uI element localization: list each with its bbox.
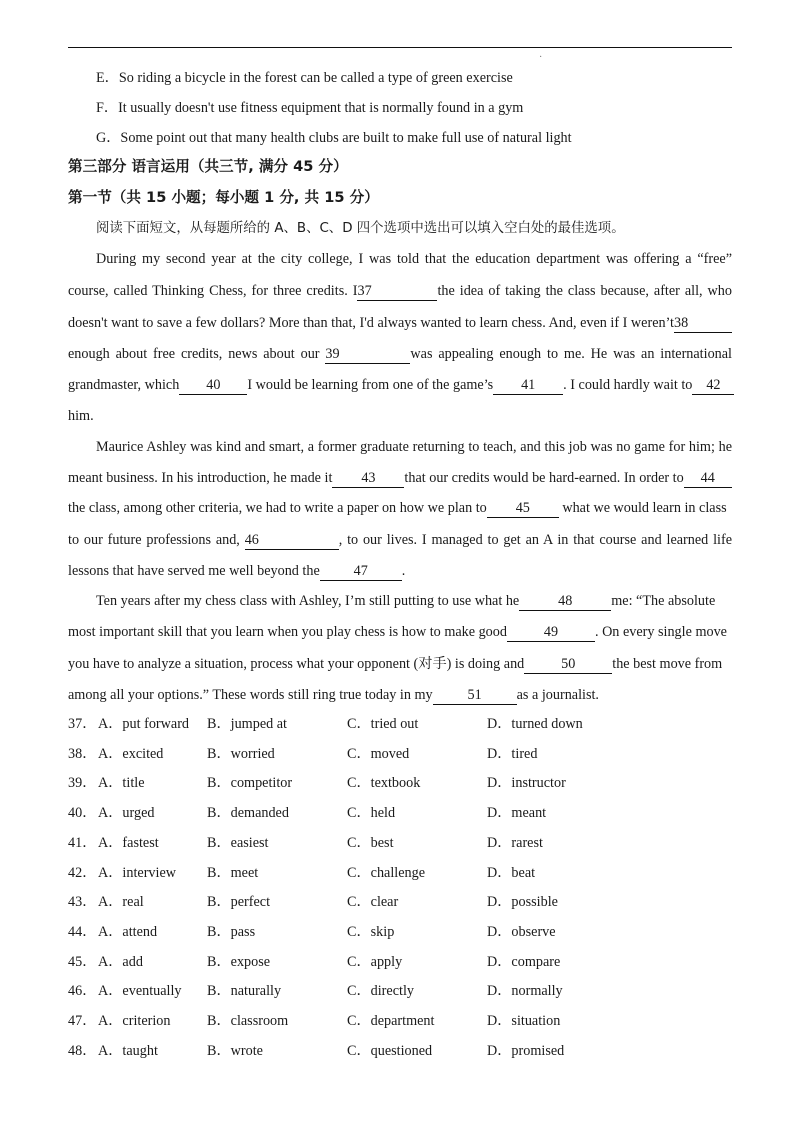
blank-46[interactable]: 46	[245, 532, 339, 550]
passage-p1-line6: him.	[68, 408, 94, 424]
answer-option-b[interactable]: B．classroom	[207, 1013, 289, 1029]
passage-p2-line1: Maurice Ashley was kind and smart, a former graduate returning to teach, and this job was no game for him; he	[96, 439, 732, 455]
answer-option-d[interactable]: D．rarest	[487, 834, 543, 851]
blank-42[interactable]: 42	[692, 377, 734, 395]
question-number: 38．	[68, 745, 97, 762]
answer-option-a[interactable]: A．excited	[98, 745, 164, 762]
passage-p2-line5: lessons that have served me well beyond the 47 .	[68, 563, 406, 579]
blank-43[interactable]: 43	[332, 470, 404, 488]
answer-option-a[interactable]: A．real	[98, 894, 144, 911]
answer-option-a[interactable]: A．attend	[98, 923, 158, 940]
blank-38[interactable]: 38	[674, 315, 732, 333]
question-number: 45．	[68, 953, 97, 970]
answer-option-b[interactable]: B．pass	[207, 923, 256, 940]
passage-p2-line2: meant business. In his introduction, he made it 43 that our credits would be hard-earned. In order to 44	[68, 468, 732, 488]
answer-option-c[interactable]: C．clear	[347, 894, 399, 911]
section-title: 第三部分 语言运用（共三节, 满分 45 分）	[68, 158, 348, 175]
answer-option-a[interactable]: A．title	[98, 775, 145, 792]
blank-47[interactable]: 47	[320, 563, 402, 581]
answer-option-c[interactable]: C．apply	[347, 953, 403, 970]
question-number: 44．	[68, 923, 97, 940]
blank-51[interactable]: 51	[433, 687, 517, 705]
question-number: 46．	[68, 983, 97, 1000]
passage-p3-line3: you have to analyze a situation, process what your opponent (对手) is doing and 50 the best move from	[68, 656, 723, 672]
blank-39[interactable]: 39	[325, 346, 410, 364]
answer-option-c[interactable]: C．challenge	[347, 864, 426, 881]
answer-option-a[interactable]: A．eventually	[98, 983, 182, 1000]
passage-p2-line3: the class, among other criteria, we had to write a paper on how we plan to 45 what we would learn in class	[68, 500, 727, 516]
answer-option-d[interactable]: D．instructor	[487, 775, 566, 792]
answer-option-d[interactable]: D．observe	[487, 923, 556, 940]
passage-p1-line5: grandmaster, which 40 I would be learning from one of the game’s 41 . I could hardly wait to 42	[68, 375, 732, 395]
answer-option-a[interactable]: A．taught	[98, 1042, 158, 1059]
answer-option-d[interactable]: D．promised	[487, 1042, 565, 1059]
answer-option-a[interactable]: A．put forward	[98, 716, 190, 732]
answer-option-d[interactable]: D．meant	[487, 805, 547, 822]
blank-45[interactable]: 45	[487, 500, 559, 518]
answer-option-d[interactable]: D．situation	[487, 1013, 561, 1029]
question-number: 43．	[68, 894, 97, 911]
passage-p1-line4: enough about free credits, news about our 39 was appealing enough to me. He was an international	[68, 346, 732, 362]
answer-option-b[interactable]: B．easiest	[207, 834, 269, 851]
answer-option-a[interactable]: A．add	[98, 953, 143, 970]
answer-option-b[interactable]: B．wrote	[207, 1042, 263, 1059]
answer-option-c[interactable]: C．held	[347, 805, 396, 822]
answer-option-d[interactable]: D．tired	[487, 745, 538, 762]
answer-option-b[interactable]: B．perfect	[207, 894, 271, 911]
answer-option-b[interactable]: B．demanded	[207, 805, 289, 822]
question-number: 41．	[68, 834, 97, 851]
passage-p3-line2: most important skill that you learn when you play chess is how to make good 49 . On every single move	[68, 624, 727, 640]
answer-option-c[interactable]: C．moved	[347, 745, 410, 762]
header-rule	[68, 47, 732, 48]
passage-p2-line4: to our future professions and, 46 , to our lives. I managed to get an A in that course and learned life	[68, 532, 733, 548]
blank-48[interactable]: 48	[519, 593, 611, 611]
answer-option-b[interactable]: B．expose	[207, 953, 271, 970]
passage-p1-line3: doesn't want to save a few dollars? More than that, I'd always wanted to learn chess. And, even if I weren’t38	[68, 313, 732, 333]
answer-option-b[interactable]: B．competitor	[207, 775, 293, 792]
passage-p3-line1: Ten years after my chess class with Ashley, I’m still putting to use what he 48 me: “The absolute	[96, 593, 716, 609]
question-number: 39．	[68, 775, 97, 792]
blank-50[interactable]: 50	[524, 656, 612, 674]
instruction-text: 阅读下面短文，从每题所给的 A、B、C、D 四个选项中选出可以填入空白处的最佳选项。	[96, 221, 625, 236]
answer-option-d[interactable]: D．compare	[487, 953, 561, 970]
answer-option-c[interactable]: C．tried out	[347, 716, 419, 732]
answer-option-a[interactable]: A．fastest	[98, 834, 159, 851]
question-number: 40．	[68, 805, 97, 822]
answer-option-b[interactable]: B．worried	[207, 745, 275, 762]
blank-44[interactable]: 44	[684, 470, 732, 488]
blank-40[interactable]: 40	[179, 377, 247, 395]
answer-option-d[interactable]: D．beat	[487, 864, 536, 881]
option-e: E．So riding a bicycle in the forest can be called a type of green exercise	[96, 70, 513, 86]
answer-option-a[interactable]: A．criterion	[98, 1013, 171, 1029]
blank-49[interactable]: 49	[507, 624, 595, 642]
question-number: 48．	[68, 1042, 97, 1059]
question-number: 42．	[68, 864, 97, 881]
answer-option-d[interactable]: D．possible	[487, 894, 558, 911]
option-f: F．It usually doesn't use fitness equipment that is normally found in a gym	[96, 100, 524, 116]
answer-option-a[interactable]: A．urged	[98, 805, 155, 822]
passage-p1-line2: course, called Thinking Chess, for three credits. I37 the idea of taking the class because, after all, who	[68, 283, 732, 299]
answer-option-c[interactable]: C．questioned	[347, 1042, 433, 1059]
answer-option-c[interactable]: C．directly	[347, 983, 414, 1000]
answer-option-c[interactable]: C．skip	[347, 923, 395, 940]
answer-option-d[interactable]: D．turned down	[487, 716, 583, 732]
question-number: 37．	[68, 716, 97, 732]
answer-option-a[interactable]: A．interview	[98, 864, 177, 881]
blank-41[interactable]: 41	[493, 377, 563, 395]
header-dot: ·	[539, 52, 543, 63]
question-number: 47．	[68, 1013, 97, 1029]
answer-option-c[interactable]: C．best	[347, 834, 394, 851]
answer-option-b[interactable]: B．jumped at	[207, 716, 287, 732]
subsection-title: 第一节（共 15 小题；每小题 1 分, 共 15 分）	[68, 189, 379, 206]
answer-option-c[interactable]: C．department	[347, 1013, 435, 1029]
blank-37[interactable]: 37	[357, 283, 437, 301]
passage-p1-line1: During my second year at the city college, I was told that the education department was offering a “free”	[96, 251, 732, 267]
option-g: G．Some point out that many health clubs are built to make full use of natural light	[96, 130, 572, 146]
passage-p3-line4: among all your options.” These words still ring true today in my 51 as a journalist.	[68, 687, 599, 703]
answer-option-c[interactable]: C．textbook	[347, 775, 421, 792]
answer-option-d[interactable]: D．normally	[487, 983, 563, 1000]
answer-option-b[interactable]: B．naturally	[207, 983, 282, 1000]
answer-option-b[interactable]: B．meet	[207, 864, 259, 881]
